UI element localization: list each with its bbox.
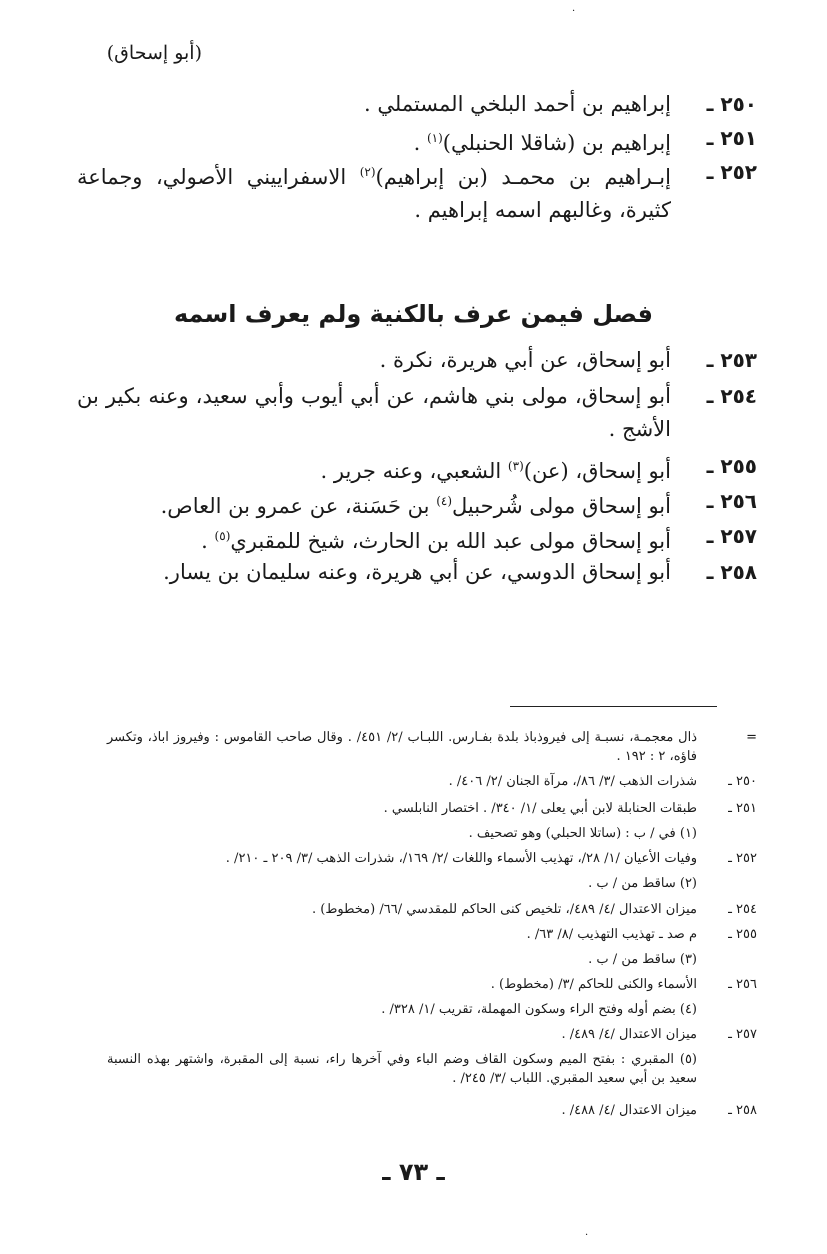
footnote-ref-3 (107, 950, 757, 969)
footnote-ref-1 (107, 824, 757, 843)
entry-text-after: . (413, 131, 421, 155)
footnote-256 (107, 975, 757, 994)
entry-number: ٢٥٧ ـ (706, 524, 757, 548)
section-heading: فصل فيمن عرف بالكنية ولم يعرف اسمه (173, 300, 654, 328)
bottom-dot-mark: · (585, 1230, 589, 1241)
entry-255 (77, 450, 757, 488)
entry-number: ٢٥٤ ـ (706, 384, 757, 408)
footnote-text: (٣) ساقط من / ب . (588, 952, 697, 967)
footnote-key: ٢٥١ ـ (728, 801, 757, 816)
entry-text (77, 485, 671, 523)
footnote-ref-5 (107, 1050, 757, 1088)
entry-256 (77, 485, 757, 523)
entry-text-main: أبو إسحاق مولى عبد الله بن الحارث، شيخ للمقبري (230, 529, 671, 553)
entry-253 (77, 344, 757, 377)
footnote-separator (510, 706, 717, 707)
footnote-text: (١) في / ب : (ساتلا الحبلي) وهو تصحيف . (468, 826, 697, 841)
footnote-ref-4 (107, 1000, 757, 1019)
footnote-key: ٢٥٤ ـ (728, 902, 757, 917)
footnote-text: (٥) المقبري : بفتح الميم وسكون القاف وضم الباء وفي آخرها راء، نسبة إلى المقبرة، واشتهر بهذه النسبة سعيد بن أبي سعيد المقبري. اللباب /٣/ ٢٤٥/ . (107, 1052, 697, 1086)
footnote-text: م صد ـ تهذيب التهذيب /٨/ ٦٣/ . (526, 927, 697, 942)
footnote-text: ميزان الاعتدال /٤/ ٤٨٩/ . (561, 1027, 697, 1042)
footnote-255 (107, 925, 757, 944)
entry-number: ٢٥٨ ـ (706, 560, 757, 584)
footnote-text: ميزان الاعتدال /٤/ ٤٨٨/ . (561, 1103, 697, 1118)
entry-258 (77, 556, 757, 589)
entry-number: ٢٥٣ ـ (706, 348, 757, 372)
footnote-text: ميزان الاعتدال /٤/ ٤٨٩/، تلخيص كنى الحاكم للمقدسي /٦٦/ (مخطوط) . (312, 902, 697, 917)
entry-text-after: . (201, 529, 208, 553)
footnote-254 (107, 900, 757, 919)
footnote-key: ٢٥٨ ـ (728, 1103, 757, 1118)
footnote-text: (٤) بضم أوله وفتح الراء وسكون المهملة، تقريب /١/ ٣٢٨/ . (381, 1002, 697, 1017)
footnote-text: ذال معجمـة، نسبـة إلى فيروذباذ بلدة بفـارس. اللبـاب /٢/ ٤٥١/ . وقال صاحب القاموس : وفيروز اباذ، وتكسر فاؤه، ٢ : ١٩٢ . (107, 730, 697, 764)
footnote-251 (107, 799, 757, 818)
entry-text (77, 520, 671, 558)
footnote-key: ٢٥٧ ـ (728, 1027, 757, 1042)
footnote-key: ٢٥٦ ـ (728, 977, 757, 992)
entry-number: ٢٥٠ ـ (706, 92, 757, 116)
footnote-text: الأسماء والكنى للحاكم /٣/ (مخطوط) . (490, 977, 697, 992)
entry-text (77, 156, 671, 227)
entry-250 (77, 88, 757, 121)
footnote-250 (107, 772, 757, 791)
footnote-ref: (٤) (436, 494, 453, 508)
running-title: (أبو إسحاق) (106, 42, 202, 64)
footnote-text: وفيات الأعيان /١/ ٢٨/، تهذيب الأسماء واللغات /٢/ ١٦٩/، شذرات الذهب /٣/ ٢٠٩ ـ ٢١٠/ . (225, 851, 697, 866)
footnote-text: (٢) ساقط من / ب . (588, 876, 697, 891)
footnote-key: ٢٥٢ ـ (728, 851, 757, 866)
entry-254 (77, 380, 757, 446)
entry-252 (77, 156, 757, 227)
entry-text-after: الاسفراييني الأصولي، وجماعة كثيرة، وغالبهم اسمه إبراهيم . (77, 165, 671, 222)
entry-number: ٢٥٥ ـ (706, 454, 757, 478)
entry-text: إبراهيم بن أحمد البلخي المستملي . (364, 92, 671, 116)
entry-251 (77, 122, 757, 160)
footnote-text: شذرات الذهب /٣/ ٨٦/، مرآة الجنان /٢/ ٤٠٦/ . (448, 774, 697, 789)
entry-text: أبو إسحاق، مولى بني هاشم، عن أبي أيوب وأبي سعيد، وعنه بكير بن الأشج . (77, 384, 671, 441)
entry-text-main: إبراهيم بن (شاقلا الحنبلي) (442, 131, 671, 155)
page-number: ـ ٧٣ ـ (382, 1158, 445, 1186)
footnote-258 (107, 1101, 757, 1120)
entry-text-main: أبو إسحاق مولى شُرحبيل (452, 494, 671, 518)
entry-text (77, 450, 671, 488)
footnote-252 (107, 849, 757, 868)
entry-text: أبو إسحاق الدوسي، عن أبي هريرة، وعنه سليمان بن يسار. (163, 560, 671, 584)
entry-text-main: إبـراهيم بن محمـد (بن إبراهيم) (375, 165, 671, 189)
entry-text-main: أبو إسحاق، (عن) (523, 459, 671, 483)
footnote-key: ٢٥٥ ـ (728, 927, 757, 942)
entry-number: ٢٥٦ ـ (706, 489, 757, 513)
footnote-ref: (٢) (359, 165, 376, 179)
top-dot-mark: · (572, 6, 576, 17)
footnote-ref: (٥) (214, 529, 231, 543)
footnote-ref: (٣) (507, 459, 524, 473)
footnote-continuation (107, 728, 757, 766)
footnote-key: = (746, 730, 757, 745)
entry-text-after: بن حَسَنة، عن عمرو بن العاص. (160, 494, 430, 518)
entry-text-after: الشعبي، وعنه جرير . (320, 459, 502, 483)
footnote-key: ٢٥٠ ـ (728, 774, 757, 789)
entry-text: أبو إسحاق، عن أبي هريرة، نكرة . (379, 348, 671, 372)
footnote-ref: (١) (426, 131, 443, 145)
entry-number: ٢٥١ ـ (706, 126, 757, 150)
footnote-ref-2 (107, 874, 757, 893)
entry-257 (77, 520, 757, 558)
entry-text (77, 122, 671, 160)
footnote-257 (107, 1025, 757, 1044)
entry-number: ٢٥٢ ـ (706, 160, 757, 184)
footnote-text: طبقات الحنابلة لابن أبي يعلى /١/ ٣٤٠/ . اختصار النابلسي . (383, 801, 697, 816)
